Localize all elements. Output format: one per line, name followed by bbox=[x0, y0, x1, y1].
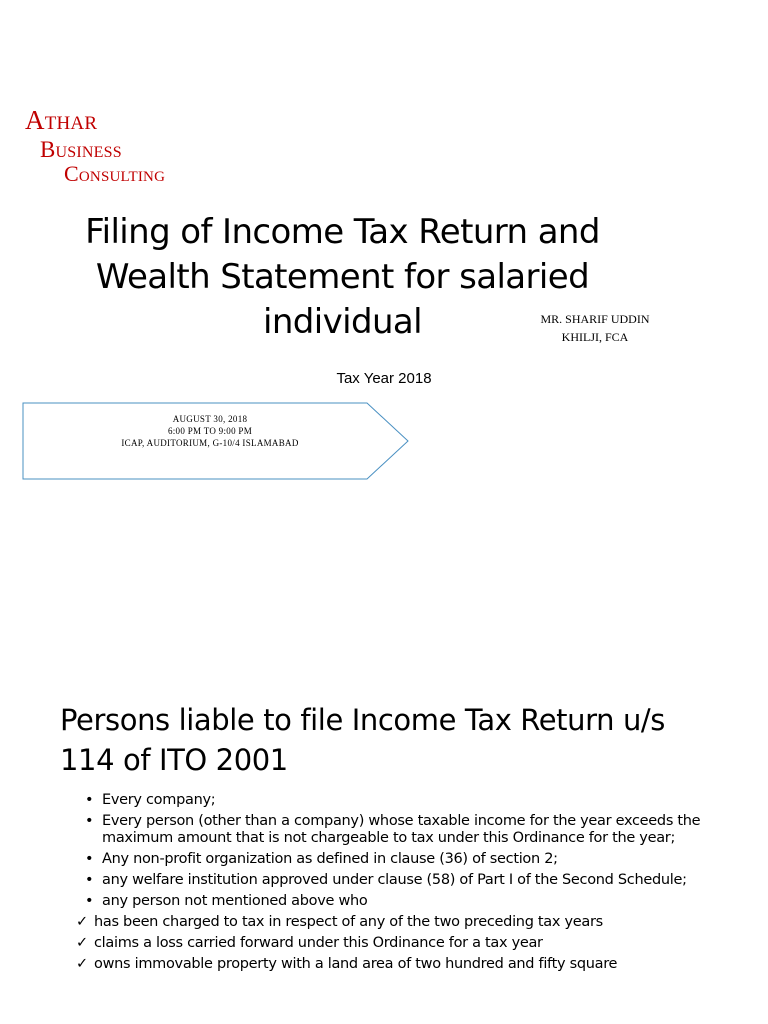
logo-line-3: Consulting bbox=[64, 161, 166, 186]
list-item-text: Every company; bbox=[102, 792, 216, 808]
bullet-icon: • bbox=[85, 792, 94, 808]
content-slide bbox=[0, 660, 768, 1024]
list-item bbox=[82, 872, 762, 889]
list-item bbox=[76, 956, 762, 973]
list-item bbox=[82, 792, 762, 809]
event-venue: ICAP, AUDITORIUM, G-10/4 ISLAMABAD bbox=[121, 438, 299, 448]
list-item-text: claims a loss carried forward under this Ordinance for a tax year bbox=[94, 935, 543, 951]
checkmark-icon: ✓ bbox=[76, 914, 88, 930]
checkmark-icon: ✓ bbox=[76, 935, 88, 951]
list-item bbox=[82, 813, 762, 847]
logo-line-2: Business bbox=[40, 137, 122, 162]
list-item-text: any welfare institution approved under clause (58) of Part I of the Second Schedule; bbox=[102, 872, 687, 888]
presenter-line-2: KHILJI, FCA bbox=[561, 330, 629, 344]
list-item bbox=[76, 914, 762, 931]
bullet-icon: • bbox=[85, 813, 94, 829]
list-item-text: any person not mentioned above who bbox=[102, 893, 368, 909]
bullet-icon: • bbox=[85, 893, 94, 909]
list-item-text: Every person (other than a company) whose taxable income for the year exceeds the maximum amount that is not chargeable to tax under this Ordinance for the year; bbox=[102, 813, 701, 846]
presenter-line-1: MR. SHARIF UDDIN bbox=[540, 312, 650, 326]
event-date: AUGUST 30, 2018 bbox=[172, 414, 248, 424]
event-details bbox=[100, 413, 320, 449]
slide-subtitle: Tax Year 2018 bbox=[336, 370, 432, 387]
list-item bbox=[82, 893, 762, 910]
slide-heading: Persons liable to file Income Tax Return u/s 114 of ITO 2001 bbox=[60, 703, 666, 777]
company-logo bbox=[17, 97, 167, 207]
list-item-text: owns immovable property with a land area of two hundred and fifty square bbox=[94, 956, 618, 972]
list-item bbox=[76, 935, 762, 952]
slide-title: Filing of Income Tax Return and Wealth Statement for salaried individual bbox=[85, 212, 600, 342]
presenter-name bbox=[530, 310, 660, 346]
list-item bbox=[82, 851, 762, 868]
list-item-text: Any non-profit organization as defined in clause (36) of section 2; bbox=[102, 851, 558, 867]
checkmark-icon: ✓ bbox=[76, 956, 88, 972]
event-time: 6:00 PM TO 9:00 PM bbox=[167, 426, 253, 436]
bullet-icon: • bbox=[85, 851, 94, 867]
list-item-text: has been charged to tax in respect of any of the two preceding tax years bbox=[94, 914, 603, 930]
bullet-icon: • bbox=[85, 872, 94, 888]
bullet-list bbox=[76, 792, 762, 977]
logo-line-1: Athar bbox=[25, 105, 98, 135]
